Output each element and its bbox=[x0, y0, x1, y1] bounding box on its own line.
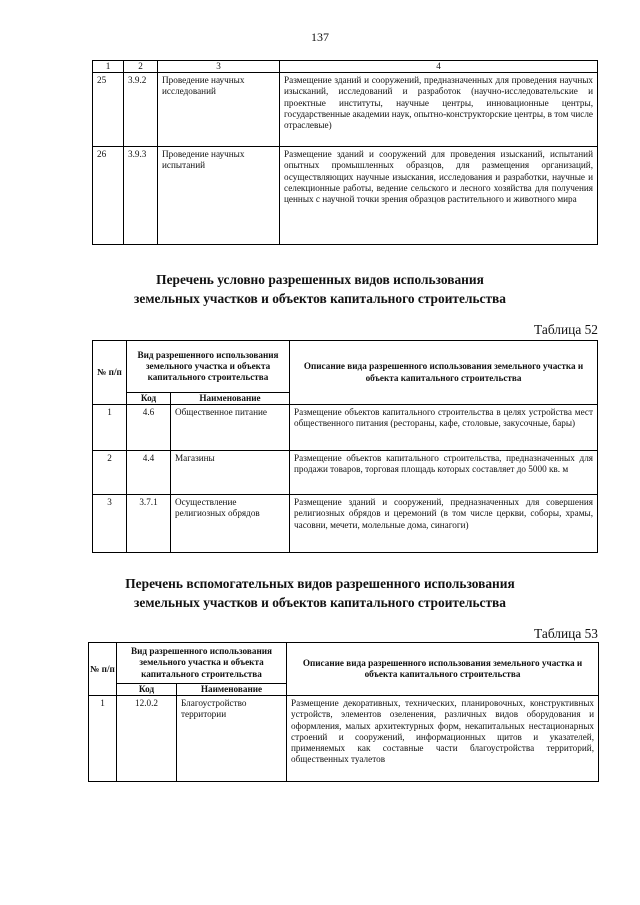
table53-caption: Таблица 53 bbox=[534, 626, 598, 641]
row-code: 4.4 bbox=[127, 451, 171, 495]
row-description: Размещение декоративных, технических, планировочных, конструктивных устройств, элементов озеленения, различных видов оборудования и оформления, малых архитектурных форм, некапитальных нестационарных строений и сооружений, информационных щитов и указателей, применяемых как составные части благоустройства территорий, общественных туалетов bbox=[287, 696, 599, 782]
col-number-4: 4 bbox=[280, 61, 598, 73]
page-number: 137 bbox=[311, 30, 329, 44]
table-row bbox=[93, 495, 598, 553]
head-name: Наименование bbox=[171, 393, 290, 405]
row-code: 12.0.2 bbox=[117, 696, 177, 782]
row-code: 4.6 bbox=[127, 405, 171, 451]
row-name: Общественное питание bbox=[171, 405, 290, 451]
row-number: 2 bbox=[93, 451, 127, 495]
table-53 bbox=[88, 642, 599, 782]
row-name: Проведение научных испытаний bbox=[158, 147, 280, 245]
row-code: 3.7.1 bbox=[127, 495, 171, 553]
row-description: Размещение объектов капитального строительства, предназначенных для продажи товаров, торговая площадь которых составляет до 5000 кв. м bbox=[290, 451, 598, 495]
head-kind: Вид разрешенного использования земельного участка и объекта капитального строительства bbox=[127, 341, 290, 393]
table-continuation bbox=[92, 60, 598, 245]
head-code: Код bbox=[127, 393, 171, 405]
col-number-1: 1 bbox=[93, 61, 124, 73]
row-number: 1 bbox=[93, 405, 127, 451]
col-number-3: 3 bbox=[158, 61, 280, 73]
section1-title-line2: земельных участков и объектов капитального строительства bbox=[134, 291, 506, 306]
table52-caption: Таблица 52 bbox=[534, 322, 598, 337]
section2-title-line1: Перечень вспомогательных видов разрешенного использования bbox=[125, 576, 515, 591]
row-name: Осуществление религиозных обрядов bbox=[171, 495, 290, 553]
head-number: № п/п bbox=[93, 341, 127, 405]
head-kind: Вид разрешенного использования земельного участка и объекта капитального строительства bbox=[117, 643, 287, 684]
section1-title-line1: Перечень условно разрешенных видов использования bbox=[156, 272, 484, 287]
row-code: 3.9.2 bbox=[124, 73, 158, 147]
head-number: № п/п bbox=[89, 643, 117, 696]
table-row bbox=[93, 405, 598, 451]
row-name: Проведение научных исследований bbox=[158, 73, 280, 147]
col-number-2: 2 bbox=[124, 61, 158, 73]
table-row bbox=[89, 696, 599, 782]
section2-title bbox=[0, 574, 640, 612]
row-number: 1 bbox=[89, 696, 117, 782]
table-header-row bbox=[93, 61, 598, 73]
head-code: Код bbox=[117, 684, 177, 696]
row-number: 3 bbox=[93, 495, 127, 553]
row-description: Размещение зданий и сооружений, предназначенных для совершения религиозных обрядов и церемоний (в том числе церкви, соборы, храмы, часовни, мечети, молельные дома, синагоги) bbox=[290, 495, 598, 553]
row-number: 26 bbox=[93, 147, 124, 245]
row-code: 3.9.3 bbox=[124, 147, 158, 245]
row-name: Благоустройство территории bbox=[177, 696, 287, 782]
row-description: Размещение объектов капитального строительства в целях устройства мест общественного питания (рестораны, кафе, столовые, закусочные, бары) bbox=[290, 405, 598, 451]
section2-title-line2: земельных участков и объектов капитального строительства bbox=[134, 595, 506, 610]
row-name: Магазины bbox=[171, 451, 290, 495]
table-row bbox=[93, 451, 598, 495]
table-header-row bbox=[89, 643, 599, 684]
table-52 bbox=[92, 340, 598, 553]
table-header-row bbox=[93, 341, 598, 393]
row-description: Размещение зданий и сооружений, предназначенных для проведения научных изысканий, исследований и разработок (научно-исследовательские и проектные институты, научные центры, инновационные центры, государственные академии наук, опытно-конструкторские центры, в том числе отраслевые) bbox=[280, 73, 598, 147]
row-number: 25 bbox=[93, 73, 124, 147]
section1-title bbox=[0, 270, 640, 308]
head-description: Описание вида разрешенного использования земельного участка и объекта капитального строительства bbox=[287, 643, 599, 696]
head-description: Описание вида разрешенного использования земельного участка и объекта капитального строительства bbox=[290, 341, 598, 405]
head-name: Наименование bbox=[177, 684, 287, 696]
table-row bbox=[93, 73, 598, 147]
row-description: Размещение зданий и сооружений для проведения изысканий, испытаний опытных промышленных образцов, для размещения организаций, осуществляющих научные изыскания, исследования и разработки, научные и селекционные работы, ведение сельского и лесного хозяйства для получения ценных с научной точки зрения образцов растительного и животного мира bbox=[280, 147, 598, 245]
table-row bbox=[93, 147, 598, 245]
